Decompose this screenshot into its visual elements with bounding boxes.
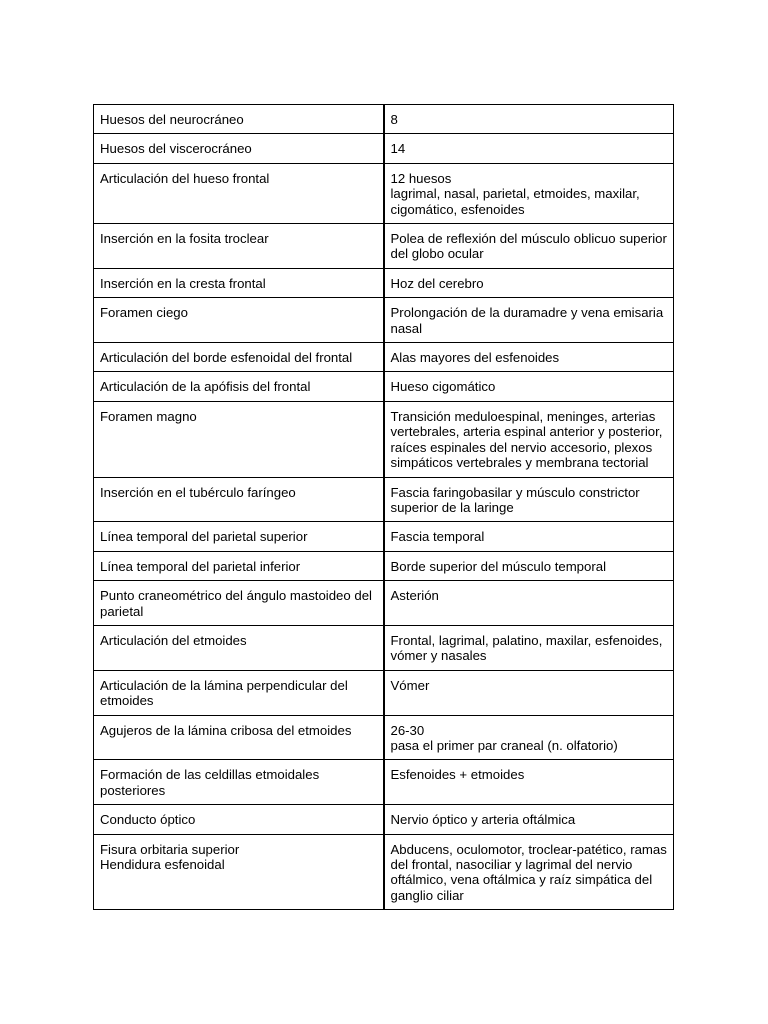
value-cell: Abducens, oculomotor, troclear-patético, ramas del frontal, nasociliar y lagrimal del nervio oftálmico, vena oftálmica y raíz simpática del ganglio ciliar bbox=[384, 834, 674, 910]
table-row bbox=[94, 805, 674, 834]
table-row bbox=[94, 298, 674, 343]
value-cell: Alas mayores del esfenoides bbox=[384, 343, 674, 372]
term-cell: Fisura orbitaria superior Hendidura esfenoidal bbox=[94, 834, 384, 910]
term-cell: Línea temporal del parietal superior bbox=[94, 522, 384, 551]
term-cell: Foramen magno bbox=[94, 401, 384, 477]
value-cell: Hueso cigomático bbox=[384, 372, 674, 401]
term-cell: Inserción en el tubérculo faríngeo bbox=[94, 477, 384, 522]
table-row bbox=[94, 670, 674, 715]
value-cell: 12 huesos lagrimal, nasal, parietal, etmoides, maxilar, cigomático, esfenoides bbox=[384, 163, 674, 223]
value-cell: 8 bbox=[384, 105, 674, 134]
value-cell: Fascia temporal bbox=[384, 522, 674, 551]
term-cell: Articulación del etmoides bbox=[94, 625, 384, 670]
table-row bbox=[94, 551, 674, 580]
term-cell: Línea temporal del parietal inferior bbox=[94, 551, 384, 580]
term-cell: Articulación de la apófisis del frontal bbox=[94, 372, 384, 401]
value-cell: Hoz del cerebro bbox=[384, 268, 674, 297]
term-cell: Articulación de la lámina perpendicular del etmoides bbox=[94, 670, 384, 715]
table-row bbox=[94, 343, 674, 372]
value-cell: Fascia faringobasilar y músculo constrictor superior de la laringe bbox=[384, 477, 674, 522]
table-row bbox=[94, 268, 674, 297]
table-row bbox=[94, 760, 674, 805]
value-cell: 26-30 pasa el primer par craneal (n. olfatorio) bbox=[384, 715, 674, 760]
table-row bbox=[94, 134, 674, 163]
term-cell: Huesos del viscerocráneo bbox=[94, 134, 384, 163]
value-cell: Frontal, lagrimal, palatino, maxilar, esfenoides, vómer y nasales bbox=[384, 625, 674, 670]
term-cell: Articulación del hueso frontal bbox=[94, 163, 384, 223]
table-row bbox=[94, 625, 674, 670]
table-row bbox=[94, 372, 674, 401]
table-row bbox=[94, 834, 674, 910]
term-cell: Inserción en la fosita troclear bbox=[94, 224, 384, 269]
table-row bbox=[94, 105, 674, 134]
term-cell: Inserción en la cresta frontal bbox=[94, 268, 384, 297]
value-cell: Transición meduloespinal, meninges, arterias vertebrales, arteria espinal anterior y posterior, raíces espinales del nervio accesorio, plexos simpáticos vertebrales y membrana tectorial bbox=[384, 401, 674, 477]
value-cell: Prolongación de la duramadre y vena emisaria nasal bbox=[384, 298, 674, 343]
value-cell: Asterión bbox=[384, 581, 674, 626]
value-cell: Borde superior del músculo temporal bbox=[384, 551, 674, 580]
value-cell: Polea de reflexión del músculo oblicuo superior del globo ocular bbox=[384, 224, 674, 269]
table-row bbox=[94, 401, 674, 477]
term-cell: Huesos del neurocráneo bbox=[94, 105, 384, 134]
value-cell: Nervio óptico y arteria oftálmica bbox=[384, 805, 674, 834]
anatomy-table bbox=[93, 104, 674, 910]
value-cell: Vómer bbox=[384, 670, 674, 715]
table-row bbox=[94, 477, 674, 522]
term-cell: Conducto óptico bbox=[94, 805, 384, 834]
term-cell: Formación de las celdillas etmoidales posteriores bbox=[94, 760, 384, 805]
table-row bbox=[94, 715, 674, 760]
term-cell: Agujeros de la lámina cribosa del etmoides bbox=[94, 715, 384, 760]
value-cell: 14 bbox=[384, 134, 674, 163]
value-cell: Esfenoides + etmoides bbox=[384, 760, 674, 805]
table-row bbox=[94, 224, 674, 269]
term-cell: Punto craneométrico del ángulo mastoideo del parietal bbox=[94, 581, 384, 626]
table-row bbox=[94, 522, 674, 551]
term-cell: Articulación del borde esfenoidal del frontal bbox=[94, 343, 384, 372]
term-cell: Foramen ciego bbox=[94, 298, 384, 343]
table-row bbox=[94, 581, 674, 626]
table-row bbox=[94, 163, 674, 223]
